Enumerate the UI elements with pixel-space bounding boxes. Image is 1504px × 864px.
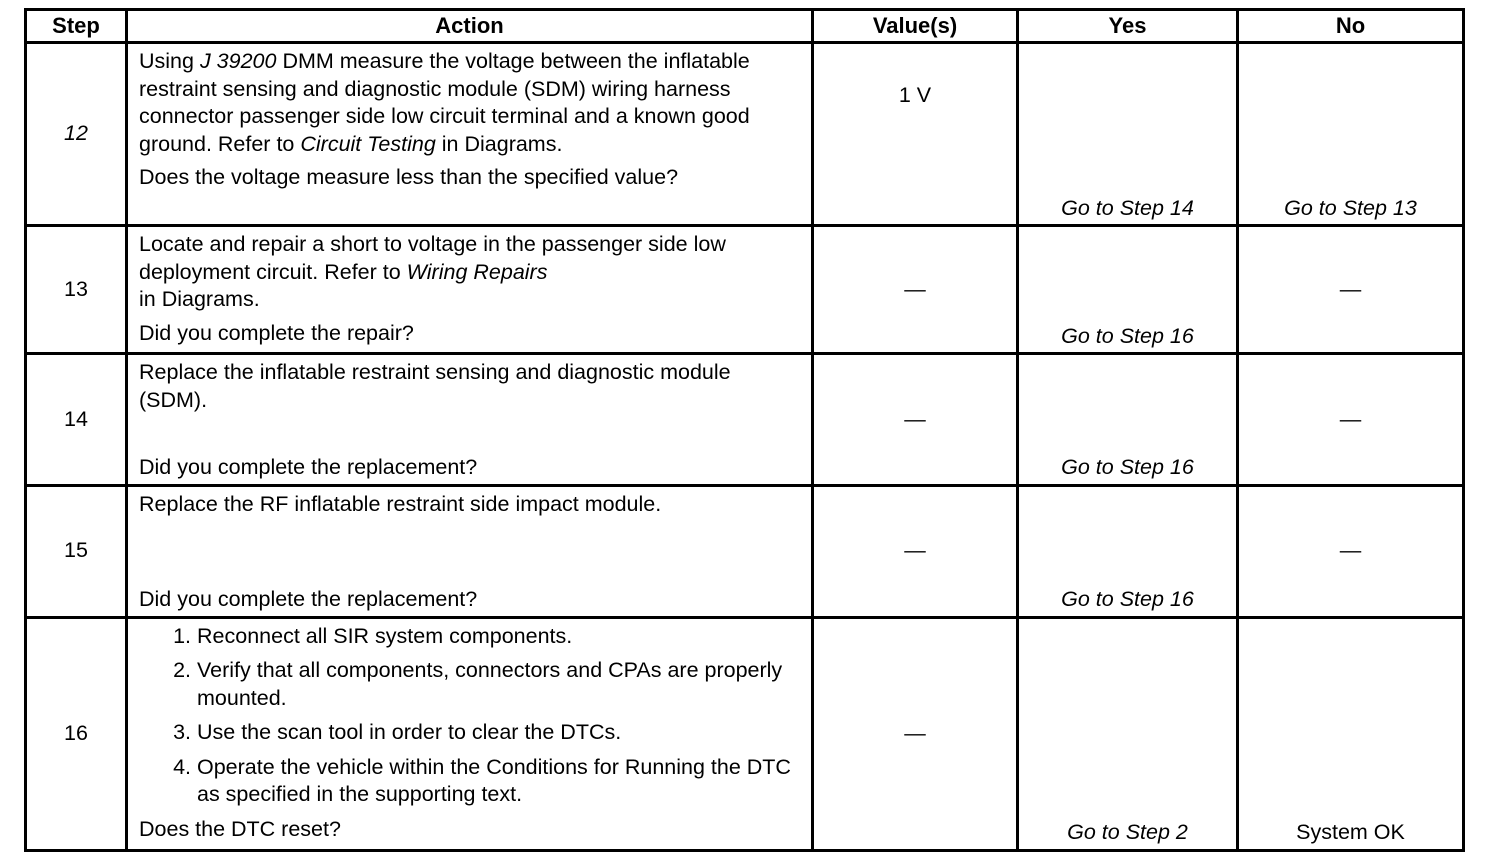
yes-text: Go to Step 16 [1061, 587, 1194, 611]
value-cell [813, 226, 1018, 354]
yes-text: Go to Step 14 [1061, 195, 1194, 220]
step-number-text: 12 [64, 121, 88, 146]
value-cell [813, 43, 1018, 226]
step-number-text: 14 [64, 406, 88, 431]
value-text: 1 V [898, 83, 932, 108]
action-cell [127, 43, 813, 226]
action-question: Did you complete the repair? [139, 320, 414, 345]
step-number-text: 15 [64, 538, 88, 563]
header-step: Step [26, 10, 127, 43]
no-text: — [1339, 406, 1362, 431]
action-question: Did you complete the replacement? [139, 455, 478, 479]
action-steps-list [139, 623, 801, 809]
tool-reference: J 39200 [199, 49, 277, 73]
doc-reference: Circuit Testing [300, 131, 436, 156]
action-text-part: DMM measure the voltage between the inflatable restraint sensing and diagnostic module (SDM) wiring harness connector passenger side low circuit terminal and a known good ground. Refer to [139, 49, 750, 156]
yes-text: Go to Step 16 [1061, 323, 1194, 348]
action-cell [127, 485, 813, 617]
table-row-step-13 [26, 226, 1464, 354]
value-text: — [904, 276, 926, 301]
step-number [26, 226, 127, 354]
action-text: Replace the RF inflatable restraint side impact module. [139, 491, 662, 516]
no-cell [1238, 43, 1464, 226]
value-cell [813, 354, 1018, 486]
action-question: Does the voltage measure less than the specified value? [139, 165, 679, 189]
list-item: 4. Operate the vehicle within the Conditions for Running the DTC as specified in the supporting text. [197, 754, 801, 809]
step-number-text: 13 [64, 276, 88, 301]
action-question: Did you complete the replacement? [139, 587, 478, 611]
action-text-part: Using [139, 49, 200, 73]
yes-text: Go to Step 2 [1067, 820, 1188, 844]
no-text: System OK [1296, 820, 1405, 844]
header-row [26, 10, 1464, 43]
doc-reference: Wiring Repairs [406, 259, 548, 284]
step-number [26, 617, 127, 850]
value-text: — [904, 406, 926, 431]
no-cell [1238, 485, 1464, 617]
action-cell [127, 354, 813, 486]
table-row-step-15 [26, 485, 1464, 617]
action-cell [127, 226, 813, 354]
action-cell [127, 617, 813, 850]
yes-cell [1018, 617, 1238, 850]
no-cell [1238, 226, 1464, 354]
list-item: 3. Use the scan tool in order to clear the DTCs. [197, 719, 801, 747]
action-text-part: in Diagrams. [139, 287, 260, 311]
no-text: Go to Step 13 [1284, 195, 1417, 220]
table-header [26, 10, 1464, 43]
header-values: Value(s) [813, 10, 1018, 43]
action-question: Does the DTC reset? [139, 816, 341, 841]
value-text: — [904, 538, 926, 563]
table-row-step-14 [26, 354, 1464, 486]
header-no: No [1238, 10, 1464, 43]
no-cell [1238, 617, 1464, 850]
no-text: — [1339, 538, 1362, 563]
yes-cell [1018, 226, 1238, 354]
yes-cell [1018, 354, 1238, 486]
diagnostic-table [24, 8, 1465, 852]
no-text: — [1339, 276, 1362, 301]
no-cell [1238, 354, 1464, 486]
value-cell [813, 485, 1018, 617]
list-item: 2. Verify that all components, connectors and CPAs are properly mounted. [197, 657, 801, 712]
yes-text: Go to Step 16 [1061, 455, 1194, 479]
step-number [26, 354, 127, 486]
table-row-step-12 [26, 43, 1464, 226]
action-text-part: in Diagrams. [435, 131, 563, 156]
header-action: Action [127, 10, 813, 43]
header-yes: Yes [1018, 10, 1238, 43]
step-number-text: 16 [64, 720, 88, 745]
action-text [139, 231, 801, 314]
table-row-step-16 [26, 617, 1464, 850]
value-cell [813, 617, 1018, 850]
yes-cell [1018, 485, 1238, 617]
action-text [139, 48, 801, 158]
step-number [26, 43, 127, 226]
list-item: 1. Reconnect all SIR system components. [197, 623, 801, 651]
action-text-part: Locate and repair a short to voltage in the passenger side low deployment circuit. Refer to [139, 232, 726, 284]
value-text: — [904, 720, 926, 745]
step-number [26, 485, 127, 617]
yes-cell [1018, 43, 1238, 226]
action-text: Replace the inflatable restraint sensing and diagnostic module (SDM). [139, 360, 731, 412]
